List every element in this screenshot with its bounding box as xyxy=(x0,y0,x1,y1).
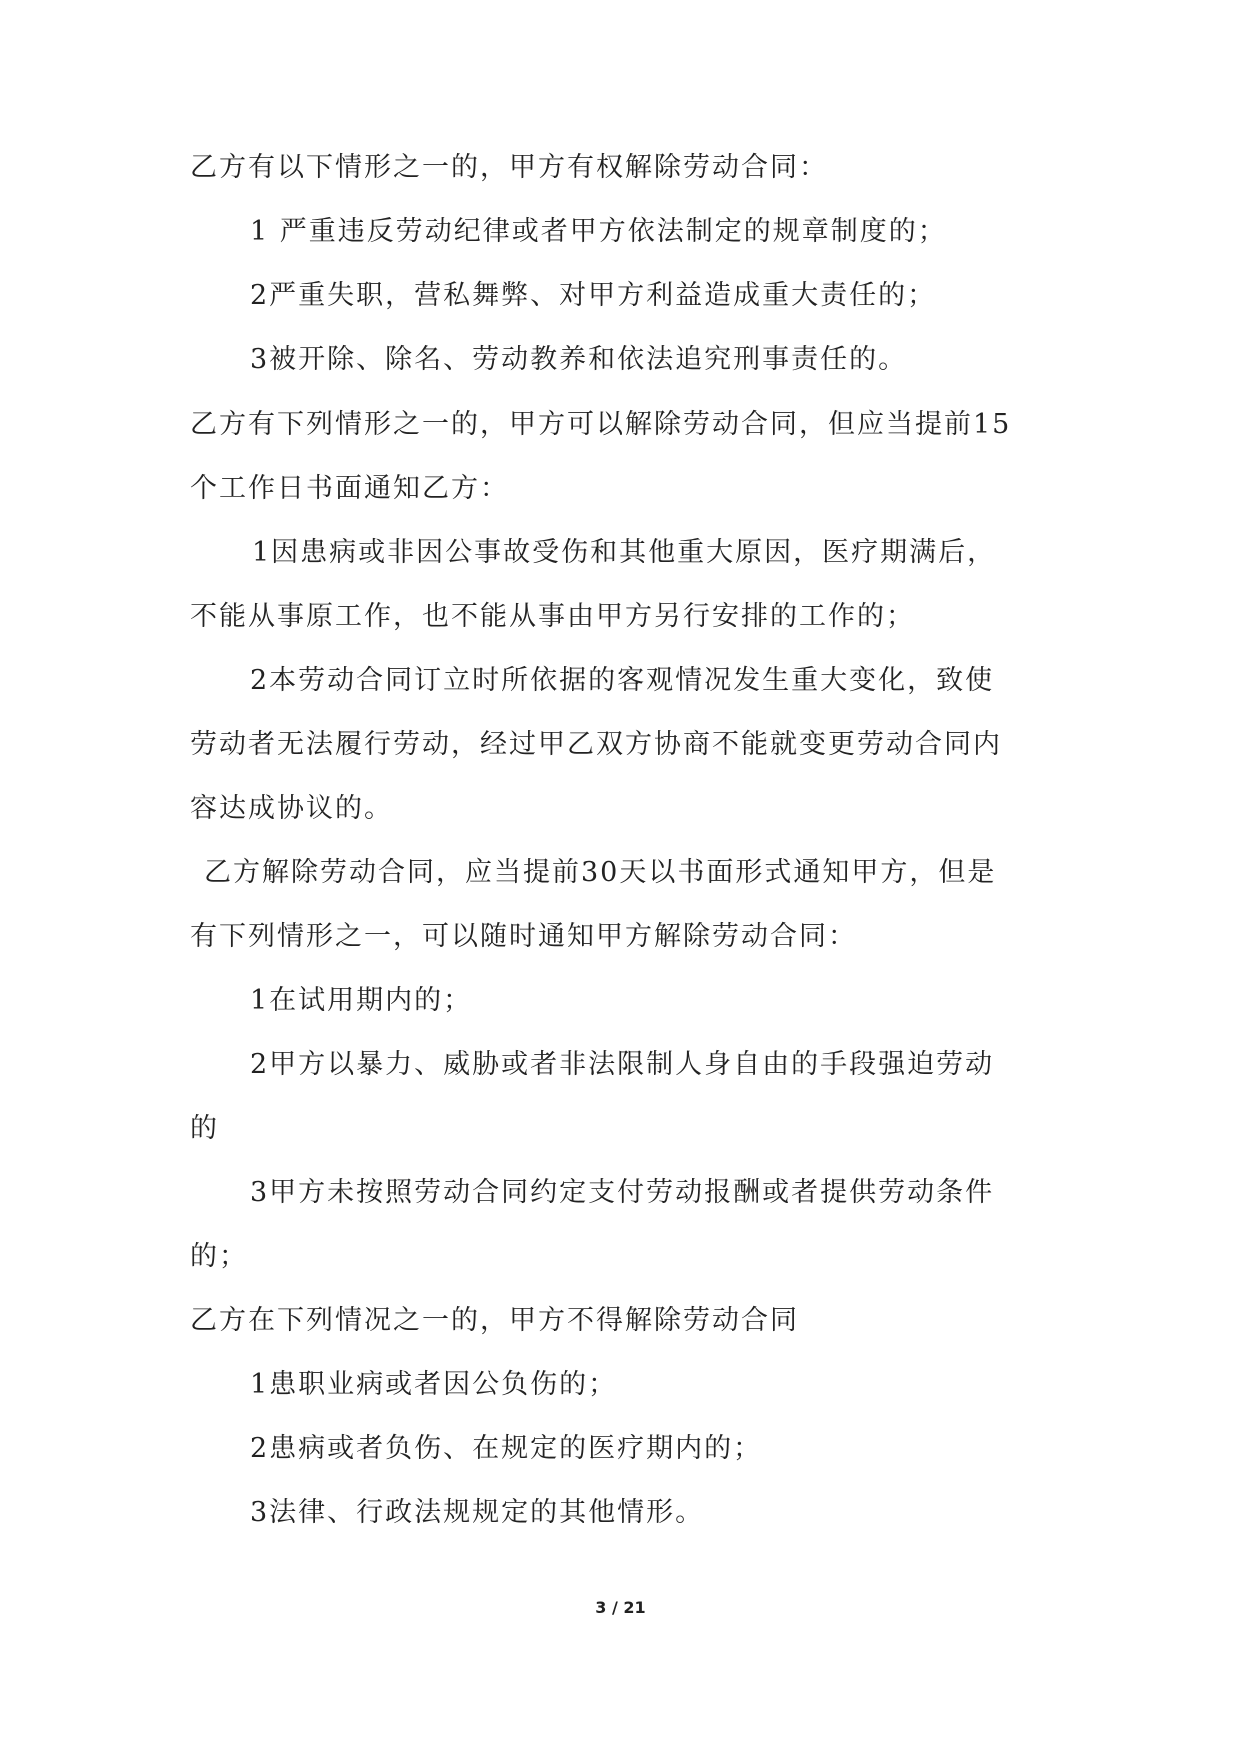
paragraph-line: 乙方有下列情形之一的，甲方可以解除劳动合同，但应当提前15 xyxy=(190,409,1012,440)
paragraph-line: 1 严重违反劳动纪律或者甲方依法制定的规章制度的； xyxy=(250,216,947,247)
paragraph-line: 的； xyxy=(190,1241,248,1272)
paragraph-line: 容达成协议的。 xyxy=(190,793,393,824)
paragraph-line: 个工作日书面通知乙方： xyxy=(190,473,509,504)
paragraph-line: 3甲方未按照劳动合同约定支付劳动报酬或者提供劳动条件 xyxy=(250,1177,995,1208)
paragraph-line: 不能从事原工作，也不能从事由甲方另行安排的工作的； xyxy=(190,601,915,632)
paragraph-line: 2患病或者负伤、在规定的医疗期内的； xyxy=(250,1433,763,1464)
paragraph-line: 3被开除、除名、劳动教养和依法追究刑事责任的。 xyxy=(250,344,908,375)
paragraph-line: 2本劳动合同订立时所依据的客观情况发生重大变化，致使 xyxy=(250,665,995,696)
paragraph-line: 乙方有以下情形之一的，甲方有权解除劳动合同： xyxy=(190,152,828,183)
paragraph-line: 劳动者无法履行劳动，经过甲乙双方协商不能就变更劳动合同内 xyxy=(190,729,1002,760)
paragraph-line: 1因患病或非因公事故受伤和其他重大原因，医疗期满后， xyxy=(252,537,997,568)
paragraph-line: 乙方在下列情况之一的，甲方不得解除劳动合同 xyxy=(190,1305,799,1336)
paragraph-line: 3法律、行政法规规定的其他情形。 xyxy=(250,1497,705,1528)
page-number: 3 / 21 xyxy=(595,1598,646,1617)
paragraph-line: 2严重失职，营私舞弊、对甲方利益造成重大责任的； xyxy=(250,280,937,311)
paragraph-line: 1患职业病或者因公负伤的； xyxy=(250,1369,618,1400)
paragraph-line: 乙方解除劳动合同，应当提前30天以书面形式通知甲方，但是 xyxy=(204,857,997,888)
paragraph-line: 2甲方以暴力、威胁或者非法限制人身自由的手段强迫劳动 xyxy=(250,1049,995,1080)
paragraph-line: 的 xyxy=(190,1113,219,1144)
paragraph-line: 有下列情形之一，可以随时通知甲方解除劳动合同： xyxy=(190,921,857,952)
paragraph-line: 1在试用期内的； xyxy=(250,985,473,1016)
